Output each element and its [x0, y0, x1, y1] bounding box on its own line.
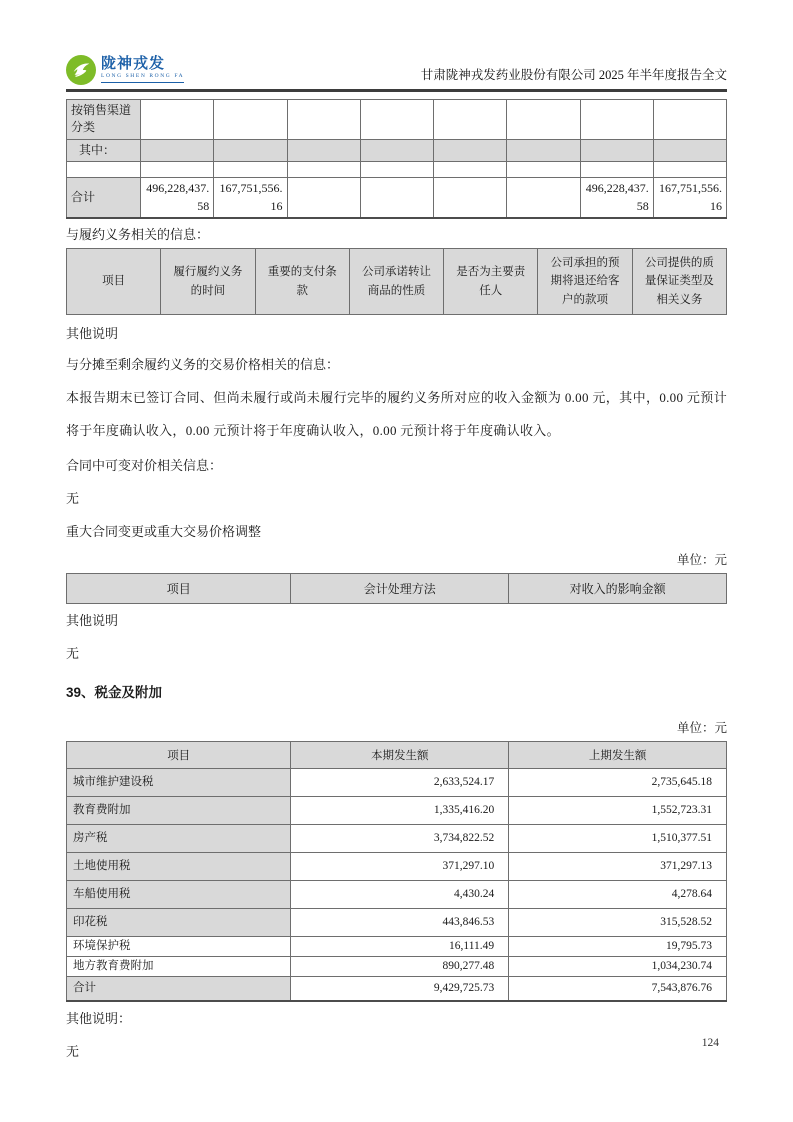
tax-current-amount: 890,277.48 — [291, 956, 509, 976]
column-header: 上期发生额 — [509, 742, 727, 769]
empty-cell — [214, 139, 287, 161]
obligation-table — [66, 248, 727, 315]
column-header: 公司承诺转让商品的性质 — [349, 248, 443, 314]
tax-item-name: 合计 — [67, 976, 291, 1000]
empty-cell — [507, 178, 580, 218]
empty-cell — [360, 100, 433, 140]
tax-prior-amount: 315,528.52 — [509, 908, 727, 936]
empty-cell — [360, 162, 433, 178]
empty-cell — [434, 162, 507, 178]
empty-cell — [214, 100, 287, 140]
none-text: 无 — [66, 491, 80, 507]
logo-text — [101, 57, 184, 83]
empty-cell — [434, 100, 507, 140]
tax-prior-amount: 7,543,876.76 — [509, 976, 727, 1000]
table-row — [67, 908, 727, 936]
column-header: 是否为主要责任人 — [444, 248, 538, 314]
table-row — [67, 936, 727, 956]
tax-item-name: 地方教育费附加 — [67, 956, 291, 976]
column-header: 会计处理方法 — [291, 574, 509, 604]
tax-current-amount: 371,297.10 — [291, 852, 509, 880]
tax-item-name: 房产税 — [67, 825, 291, 853]
table-row — [67, 852, 727, 880]
remaining-obligation-paragraph: 本报告期末已签订合同、但尚未履行或尚未履行完毕的履约义务所对应的收入金额为 0.00 元，其中，0.00 元预计将于年度确认收入，0.00 元预计将于年度确认收入，0.00 元预计将于年度确认收入。 — [66, 390, 727, 439]
empty-cell — [287, 139, 360, 161]
table-row — [67, 797, 727, 825]
column-header: 重要的支付条款 — [255, 248, 349, 314]
tax-current-amount: 2,633,524.17 — [291, 769, 509, 797]
variable-consideration-label: 合同中可变对价相关信息： — [66, 458, 223, 474]
empty-cell — [360, 139, 433, 161]
table-row — [67, 769, 727, 797]
other-note-text: 其他说明 — [66, 613, 119, 629]
tax-current-amount: 9,429,725.73 — [291, 976, 509, 1000]
none-text: 无 — [66, 646, 80, 662]
accounting-method-table — [66, 573, 727, 604]
empty-cell — [580, 100, 653, 140]
unit-label: 单位：元 — [676, 553, 727, 568]
tax-prior-amount: 19,795.73 — [509, 936, 727, 956]
tax-prior-amount: 1,034,230.74 — [509, 956, 727, 976]
remaining-obligation-label: 与分摊至剩余履约义务的交易价格相关的信息： — [66, 357, 340, 373]
tax-prior-amount: 1,510,377.51 — [509, 825, 727, 853]
empty-cell — [653, 139, 726, 161]
empty-cell — [287, 100, 360, 140]
tax-prior-amount: 371,297.13 — [509, 852, 727, 880]
obligation-info-label: 与履约义务相关的信息： — [66, 226, 210, 242]
empty-cell — [434, 178, 507, 218]
empty-cell — [580, 162, 653, 178]
tax-prior-amount: 4,278.64 — [509, 880, 727, 908]
column-header: 公司提供的质量保证类型及相关义务 — [632, 248, 726, 314]
tax-current-amount: 1,335,416.20 — [291, 797, 509, 825]
empty-cell — [580, 139, 653, 161]
page-number: 124 — [701, 1037, 719, 1049]
tax-current-amount: 3,734,822.52 — [291, 825, 509, 853]
tax-prior-amount: 1,552,723.31 — [509, 797, 727, 825]
empty-cell — [507, 139, 580, 161]
tax-item-name: 印花税 — [67, 908, 291, 936]
page-header — [66, 45, 727, 85]
tax-current-amount: 16,111.49 — [291, 936, 509, 956]
table-header-row — [67, 574, 727, 604]
total-value: 496,228,437.58 — [141, 178, 214, 218]
empty-cell — [434, 139, 507, 161]
column-header: 公司承担的预期将退还给客户的款项 — [538, 248, 632, 314]
empty-cell — [141, 139, 214, 161]
empty-cell — [360, 178, 433, 218]
empty-cell — [287, 178, 360, 218]
tax-item-name: 土地使用税 — [67, 852, 291, 880]
empty-cell — [653, 100, 726, 140]
tax-prior-amount: 2,735,645.18 — [509, 769, 727, 797]
table-header-row — [67, 248, 727, 314]
total-label: 合计 — [67, 178, 141, 218]
header-divider — [66, 89, 727, 92]
report-title: 甘肃陇神戎发药业股份有限公司 2025 年半年度报告全文 — [420, 68, 727, 82]
table-row — [67, 100, 727, 140]
total-value: 496,228,437.58 — [580, 178, 653, 218]
logo-bird-icon — [66, 55, 96, 85]
tax-current-amount: 4,430.24 — [291, 880, 509, 908]
table-row — [67, 162, 727, 178]
column-header: 履行履约义务的时间 — [161, 248, 255, 314]
column-header: 项目 — [67, 742, 291, 769]
tax-surcharge-table — [66, 741, 727, 1001]
empty-cell — [507, 100, 580, 140]
page-content — [66, 0, 727, 1060]
brand-name-cn: 陇神戎发 — [101, 56, 166, 73]
column-header: 项目 — [67, 574, 291, 604]
company-logo — [66, 55, 184, 85]
unit-label: 单位：元 — [676, 721, 727, 736]
empty-cell — [287, 162, 360, 178]
table-row — [67, 880, 727, 908]
table-row — [67, 956, 727, 976]
empty-cell — [507, 162, 580, 178]
tax-item-name: 车船使用税 — [67, 880, 291, 908]
table-header-row — [67, 742, 727, 769]
empty-cell — [141, 100, 214, 140]
empty-cell — [214, 162, 287, 178]
table-row-total — [67, 976, 727, 1000]
column-header: 项目 — [67, 248, 161, 314]
table-row — [67, 825, 727, 853]
other-note-text: 其他说明： — [66, 1010, 132, 1026]
major-change-label: 重大合同变更或重大交易价格调整 — [66, 524, 262, 540]
other-note-text: 其他说明 — [66, 326, 119, 342]
table-row — [67, 139, 727, 161]
tax-item-name: 教育费附加 — [67, 797, 291, 825]
empty-cell — [141, 162, 214, 178]
tax-item-name: 城市维护建设税 — [67, 769, 291, 797]
channel-category-label: 按销售渠道分类 — [67, 100, 141, 140]
sales-channel-table — [66, 99, 727, 219]
column-header: 对收入的影响金额 — [509, 574, 727, 604]
tax-item-name: 环境保护税 — [67, 936, 291, 956]
total-value: 167,751,556.16 — [214, 178, 287, 218]
none-text: 无 — [66, 1043, 80, 1059]
tax-current-amount: 443,846.53 — [291, 908, 509, 936]
brand-name-en: LONG SHEN RONG FA — [101, 74, 184, 83]
empty-cell — [67, 162, 141, 178]
total-value: 167,751,556.16 — [653, 178, 726, 218]
empty-cell — [653, 162, 726, 178]
table-row-total — [67, 178, 727, 218]
among-which-label: 其中： — [67, 139, 141, 161]
column-header: 本期发生额 — [291, 742, 509, 769]
section-heading-39: 39、税金及附加 — [66, 685, 163, 701]
